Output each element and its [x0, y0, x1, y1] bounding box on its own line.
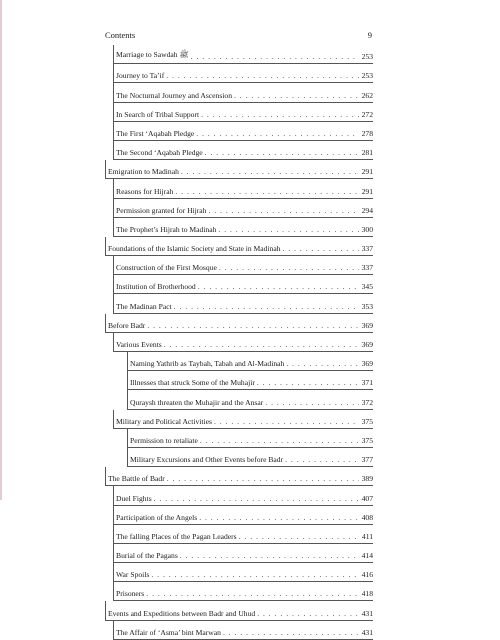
dot-leader — [196, 129, 359, 138]
toc-entry-title: Foundations of the Islamic Society and State in Madinah — [108, 244, 281, 254]
toc-entry[interactable] — [113, 122, 373, 141]
toc-entry-title: Institution of Brotherhood — [116, 282, 196, 292]
toc-entry[interactable] — [113, 544, 373, 563]
running-header — [105, 30, 372, 40]
dot-leader — [175, 187, 359, 196]
toc-entry-title: Military and Political Activities — [116, 416, 212, 426]
toc-entry[interactable] — [127, 429, 373, 448]
toc-entry-title: Duel Fights — [116, 493, 152, 503]
dot-leader — [200, 436, 359, 445]
toc-entry[interactable] — [127, 448, 373, 467]
toc-entry-page: 389 — [361, 474, 373, 484]
toc-entry-title: Various Events — [116, 340, 162, 349]
toc-entry-title: Reasons for Hijrah — [116, 186, 174, 196]
toc-entry[interactable] — [113, 218, 373, 237]
dot-leader — [174, 302, 359, 311]
dot-leader — [151, 570, 359, 579]
toc-entry[interactable] — [113, 621, 373, 640]
toc-entry-page: 337 — [361, 244, 373, 254]
toc-entry[interactable] — [113, 582, 373, 601]
toc-entry-title: The Second ‘Aqabah Pledge — [116, 148, 203, 158]
toc-entry-title: In Search of Tribal Support — [116, 109, 200, 119]
toc-entry-title: The Affair of ‘Asma’ bint Marwan — [116, 627, 221, 637]
dot-leader — [164, 340, 359, 349]
toc-entry-title: The Madinan Pact — [116, 301, 172, 311]
dot-leader — [181, 167, 359, 176]
toc-entry-title: Naming Yathrib as Taybah, Tabah and Al-Madinah — [130, 359, 285, 369]
toc-entry-page: 253 — [361, 52, 373, 62]
toc-entry-page: 371 — [361, 378, 373, 388]
toc-entry-page: 294 — [361, 205, 373, 215]
toc-entry-title: Quraysh threaten the Muhajir and the Ansar — [130, 397, 264, 407]
toc-entry-page: 375 — [361, 435, 373, 445]
dot-leader — [257, 609, 359, 618]
toc-entry[interactable] — [127, 352, 373, 371]
dot-leader — [198, 282, 359, 291]
dot-leader — [286, 359, 359, 368]
dot-leader — [201, 110, 359, 119]
header-title: Contents — [105, 30, 136, 40]
toc-entry-title: Construction of the First Mosque — [116, 263, 217, 273]
dot-leader — [146, 589, 359, 598]
toc-entry[interactable] — [105, 601, 373, 620]
toc-entry-title: Military Excursions and Other Events before Badr — [130, 455, 284, 465]
dot-leader — [239, 532, 359, 541]
dot-leader — [180, 551, 359, 560]
toc-entry-page: 375 — [361, 416, 373, 426]
toc-entry[interactable] — [113, 410, 373, 429]
toc-entry-page: 262 — [361, 90, 373, 100]
toc-entry[interactable] — [113, 525, 373, 544]
toc-entry[interactable] — [113, 506, 373, 525]
dot-leader — [283, 244, 359, 253]
toc-entry-title: The Nocturnal Journey and Ascension — [116, 90, 232, 100]
toc-entry[interactable] — [113, 141, 373, 160]
dot-leader — [234, 91, 359, 100]
dot-leader — [285, 455, 359, 464]
table-of-contents — [105, 45, 373, 640]
toc-entry-page: 369 — [361, 359, 373, 369]
toc-entry-page: 281 — [361, 148, 373, 158]
toc-entry-page: 408 — [361, 512, 373, 522]
toc-entry-page: 291 — [361, 167, 373, 177]
toc-entry[interactable] — [105, 160, 373, 179]
toc-entry-page: 345 — [361, 282, 373, 292]
toc-entry-page: 372 — [361, 397, 373, 407]
toc-entry-title: Emigration to Madinah — [108, 167, 179, 177]
toc-entry[interactable] — [113, 275, 373, 294]
toc-entry-page: 278 — [361, 128, 373, 138]
toc-entry-title: Participation of the Angels — [116, 512, 198, 522]
toc-entry[interactable] — [113, 333, 373, 352]
toc-entry-title: Prisoners — [116, 589, 145, 599]
toc-entry-title: Burial of the Pagans — [116, 551, 178, 561]
toc-entry-title: The Prophet’s Hijrah to Madinah — [116, 224, 217, 234]
toc-entry[interactable] — [113, 486, 373, 505]
dot-leader — [167, 474, 359, 483]
toc-entry-title: Events and Expeditions between Badr and Uhud — [108, 608, 256, 618]
toc-entry-title: The Battle of Badr — [108, 474, 165, 484]
toc-entry-page: 431 — [361, 608, 373, 618]
toc-entry[interactable] — [127, 390, 373, 409]
toc-entry-title: Permission to retaliate — [130, 435, 198, 445]
toc-entry-page: 418 — [361, 589, 373, 599]
dot-leader — [208, 206, 359, 215]
toc-entry-page: 377 — [361, 455, 373, 465]
toc-entry[interactable] — [105, 314, 373, 333]
toc-entry-title: Before Badr — [108, 320, 146, 330]
toc-entry-page: 414 — [361, 551, 373, 561]
toc-entry[interactable] — [113, 83, 373, 102]
toc-entry-title: The falling Places of the Pagan Leaders — [116, 531, 237, 541]
dot-leader — [265, 398, 359, 407]
dot-leader — [205, 148, 359, 157]
dot-leader — [147, 321, 359, 330]
toc-entry-title: Journey to Ta’if — [116, 71, 165, 81]
dot-leader — [199, 513, 359, 522]
toc-entry-page: 416 — [361, 570, 373, 580]
toc-entry[interactable] — [113, 256, 373, 275]
dot-leader — [257, 378, 359, 387]
toc-entry[interactable] — [105, 237, 373, 256]
dot-leader — [214, 417, 359, 426]
toc-entry[interactable] — [105, 467, 373, 486]
toc-entry[interactable] — [127, 371, 373, 390]
toc-entry-page: 291 — [361, 186, 373, 196]
toc-entry-page: 431 — [361, 627, 373, 637]
toc-entry-page: 369 — [361, 320, 373, 330]
dot-leader — [219, 263, 359, 272]
toc-entry-title: War Spoils — [116, 570, 150, 580]
toc-entry-page: 407 — [361, 493, 373, 503]
toc-entry[interactable] — [113, 179, 373, 198]
dot-leader — [166, 71, 359, 80]
toc-entry-page: 369 — [361, 340, 373, 349]
toc-entry-title: Illnesses that struck Some of the Muhajir — [130, 378, 255, 388]
toc-entry-page: 300 — [361, 224, 373, 234]
toc-entry[interactable] — [113, 45, 373, 64]
toc-entry-page: 411 — [361, 531, 373, 541]
toc-entry[interactable] — [113, 294, 373, 313]
toc-entry[interactable] — [113, 103, 373, 122]
toc-entry-title: The First ‘Aqabah Pledge — [116, 128, 195, 138]
toc-entry-page: 353 — [361, 301, 373, 311]
toc-entry-title: Marriage to Sawdah ﷺ — [116, 50, 189, 60]
dot-leader — [154, 494, 359, 503]
header-page-number: 9 — [367, 30, 372, 40]
toc-entry-page: 253 — [361, 71, 373, 81]
toc-entry[interactable] — [113, 563, 373, 582]
dot-leader — [191, 52, 359, 61]
toc-entry-title: Permission granted for Hijrah — [116, 205, 207, 215]
dot-leader — [223, 628, 359, 637]
toc-entry-page: 272 — [361, 109, 373, 119]
toc-entry[interactable] — [113, 199, 373, 218]
toc-entry-page: 337 — [361, 263, 373, 273]
toc-entry[interactable] — [113, 64, 373, 83]
dot-leader — [218, 225, 359, 234]
